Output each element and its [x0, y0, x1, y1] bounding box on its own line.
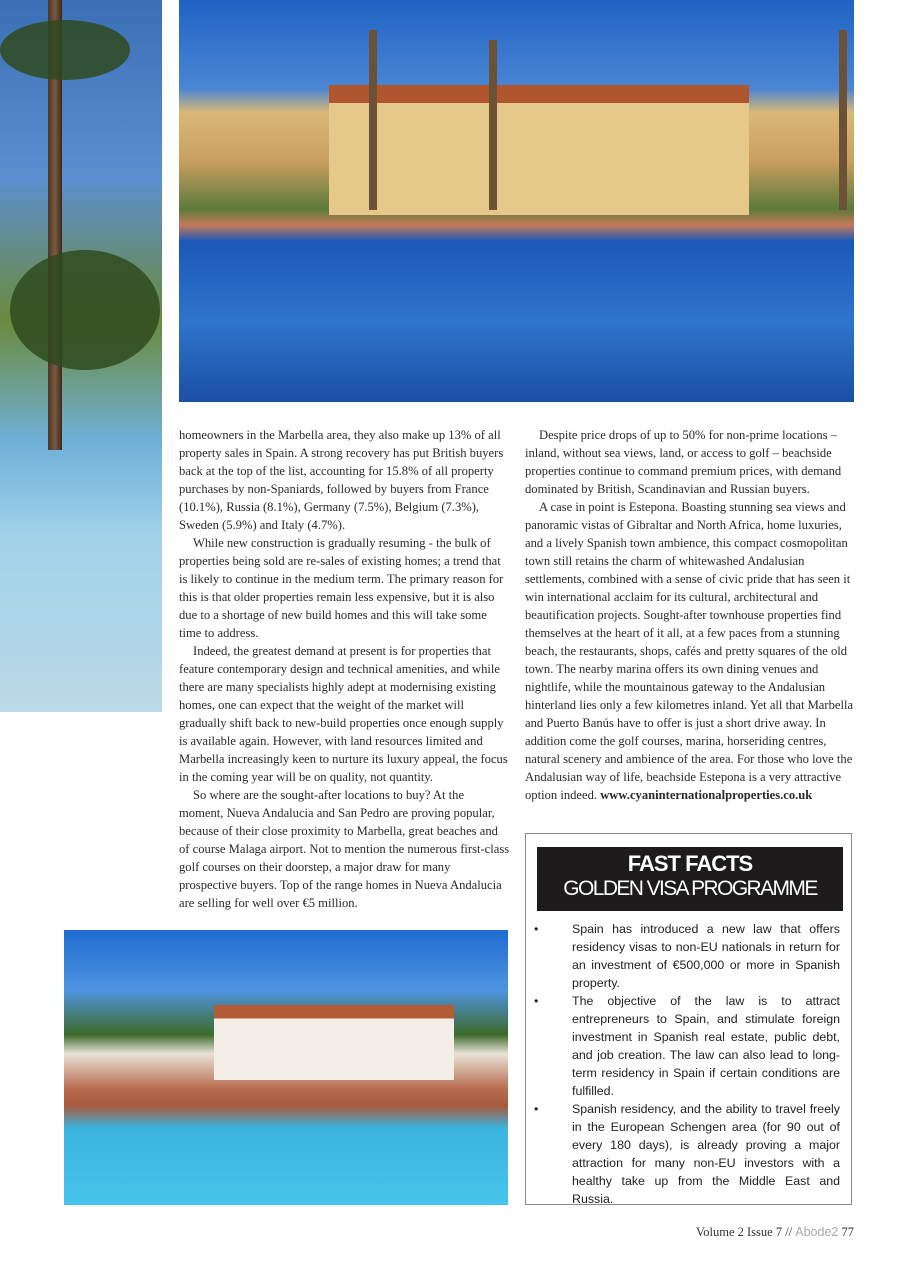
- palm-trunk: [369, 30, 377, 210]
- paragraph: Despite price drops of up to 50% for non-prime locations – inland, without sea views, land, or access to golf – beachside properties continue to command premium prices, with demand dominated by British, Scandinavian and Russian buyers.: [525, 428, 842, 496]
- palm-trunk: [839, 30, 847, 210]
- paragraph: So where are the sought-after locations to buy? At the moment, Nueva Andalucia and San Pedro are proving popular, because of their close proximity to Marbella, great beaches and of course Malaga airport. Not to mention the numerous first-class golf courses on their doorstep, a major draw for many prospective buyers. Top of the range homes in Nueva Andalucia are selling for well over €5 million.: [179, 788, 510, 910]
- fast-facts-header: [537, 847, 843, 911]
- fact-item: [526, 992, 840, 1100]
- page-footer: [696, 1225, 854, 1240]
- issue-label: Volume 2 Issue 7 //: [695, 1225, 796, 1239]
- paragraph: [525, 498, 857, 804]
- fact-text: Spain has introduced a new law that offers residency visas to non-EU nationals in return for an investment of €500,000 or more in Spanish property.: [572, 922, 840, 990]
- paragraph: homeowners in the Marbella area, they also make up 13% of all property sales in Spain. A strong recovery has put British buyers back at the top of the list, accounting for 15.8% of all property purchases by non-Spaniards, followed by buyers from France (10.1%), Russia (8.1%), Germany (7.5%), Belgium (7.3%), Sweden (5.9%) and Italy (4.7%).: [179, 428, 504, 532]
- fast-facts-subtitle: GOLDEN VISA PROGRAMME: [563, 877, 817, 900]
- palm-trunk: [489, 40, 497, 210]
- fact-item: [526, 1100, 840, 1208]
- palm-frond: [10, 250, 160, 370]
- fast-facts-title: FAST FACTS: [627, 851, 753, 876]
- villa-pool-photo: [179, 0, 854, 402]
- article-column-left: [179, 426, 511, 912]
- fact-text: Spanish residency, and the ability to travel freely in the European Schengen area (for 90 out of every 180 days), is already proving a major attraction for many non-EU investors with a healthy take up from the Middle East and Russia.: [572, 1102, 840, 1206]
- article-column-right: [525, 426, 857, 804]
- fact-text: The objective of the law is to attract entrepreneurs to Spain, and stimulate foreign investment in Spanish real estate, public debt, and job creation. The law can also lead to long-term residency in Spain if certain conditions are fulfilled.: [572, 994, 840, 1098]
- villa-garden-pool-photo: [64, 930, 508, 1205]
- fast-facts-box: [525, 833, 852, 1205]
- palm-frond: [0, 20, 130, 80]
- paragraph: While new construction is gradually resuming - the bulk of properties being sold are re-sales of existing homes; a trend that is likely to continue in the medium term. The primary reason for this is that older properties remain less expensive, but it is also due to a shortage of new build homes and this will take some time to address.: [179, 536, 504, 640]
- fountain-palm-photo: [0, 0, 162, 712]
- paragraph-text: A case in point is Estepona. Boasting stunning sea views and panoramic vistas of Gibraltar and North Africa, home luxuries, and a lively Spanish town ambience, this compact cosmopolitan town still retains the charm of whitewashed Andalusian settlements, combined with a sense of civic pride that has seen it win international acclaim for its cultural, architectural and beautification projects. Sought-after townhouse properties find themselves at the heart of it all, at a few paces from a stunning beach, the restaurants, shops, cafés and pretty squares of the old town. The nearby marina offers its own dining venues and nightlife, while the mountainous gateway to the Andalusian hinterland lies only a few kilometres inland. Yet all that Marbella and Puerto Banús have to offer is just a short drive away. In addition come the golf courses, marina, horseriding centres, natural scenery and ambience of the area. For those who love the Andalusian way of life, beachside Estepona is a very attractive option indeed.: [525, 500, 854, 802]
- bullet-icon: •: [534, 994, 539, 1008]
- bullet-icon: •: [534, 922, 539, 936]
- page-number: 77: [838, 1225, 854, 1239]
- fast-facts-list: [526, 920, 840, 1208]
- magazine-brand: Abode2: [795, 1225, 839, 1239]
- fact-item: [526, 920, 840, 992]
- bullet-icon: •: [534, 1102, 539, 1116]
- paragraph: Indeed, the greatest demand at present is for properties that feature contemporary design and technical amenities, and while there are many specialists highly adept at modernising existing homes, one can expect that the weight of the market will gradually shift back to new-build properties once enough supply is available again. However, with land resources limited and Marbella increasingly keen to nurture its luxury appeal, the focus in the coming year will be on quality, not quantity.: [179, 644, 508, 784]
- website-link[interactable]: www.cyaninternationalproperties.co.uk: [600, 788, 813, 802]
- villa: [329, 85, 749, 215]
- villa: [214, 1005, 454, 1080]
